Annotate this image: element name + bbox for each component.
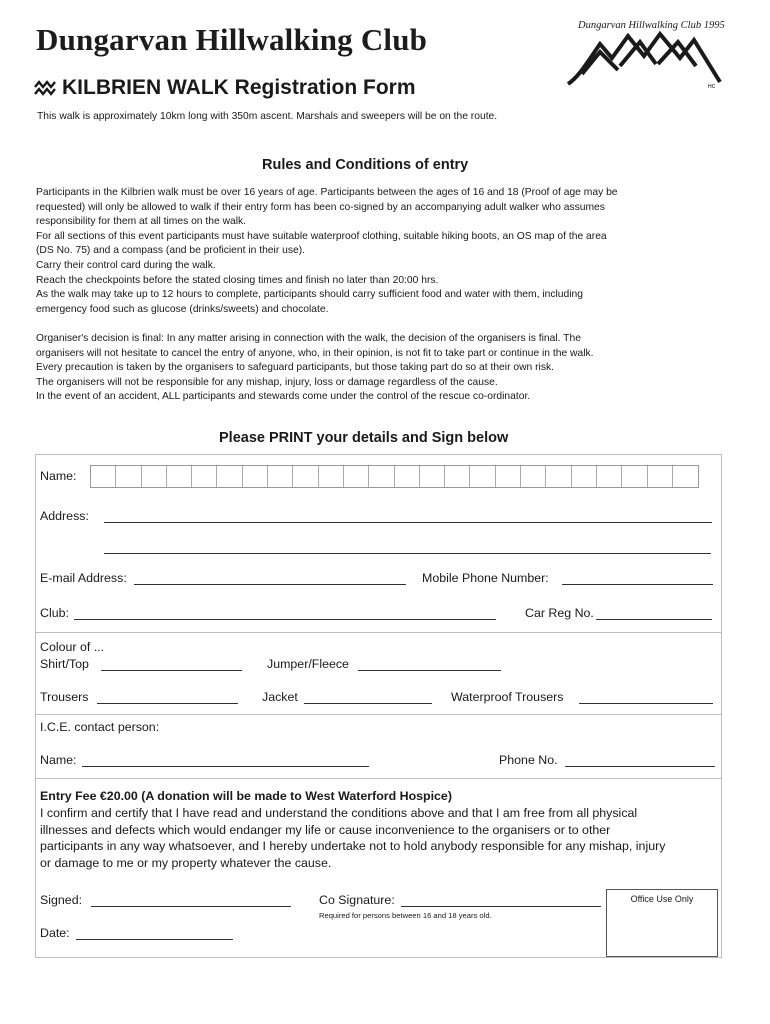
ice-name-label: Name: [40,753,77,767]
rules-line: Participants in the Kilbrien walk must be over 16 years of age. Participants between the ages of 16 and 18 (Proof of age may be [36,187,618,198]
shirt-label: Shirt/Top [40,657,89,671]
print-details-heading: Please PRINT your details and Sign below [219,430,509,446]
ice-label: I.C.E. contact person: [40,720,160,734]
ice-phone-label: Phone No. [499,753,558,767]
intro-text: This walk is approximately 10km long with 350m ascent. Marshals and sweepers will be on the route. [37,111,498,122]
date-field[interactable] [76,939,233,940]
shirt-field[interactable] [101,670,242,671]
address-line-2[interactable] [104,553,711,554]
logo-text: Dungarvan Hillwalking Club 1995 [578,20,725,31]
car-reg-label: Car Reg No. [525,606,594,620]
colour-label: Colour of ... [40,640,105,654]
rules-line: Carry their control card during the walk. [36,259,216,271]
club-label: Club: [40,606,69,620]
club-logo [560,18,728,92]
mobile-field[interactable] [562,584,713,585]
rules-paragraph-2 [36,332,726,405]
declaration-text [40,805,665,871]
form-title [34,76,416,100]
ice-name-field[interactable] [82,766,369,767]
club-field[interactable] [74,619,496,620]
logo-mark: HC [708,84,716,90]
divider [36,632,721,633]
car-reg-field[interactable] [596,619,712,620]
form-title-text: KILBRIEN WALK Registration Form [62,76,416,99]
co-signature-field[interactable] [401,906,601,907]
signature-field[interactable] [91,906,291,907]
mobile-label: Mobile Phone Number: [422,571,549,585]
address-line-1[interactable] [104,522,712,523]
jumper-label: Jumper/Fleece [267,657,349,671]
rules-line: organisers will not hesitate to cancel the entry of anyone, who, in their opinion, is not fit to take part or continue in the walk. [36,347,594,359]
rules-heading: Rules and Conditions of entry [262,157,469,173]
rules-line: Every precaution is taken by the organisers to safeguard participants, but those taking part do so at their own risk. [36,362,554,374]
rules-line: In the event of an accident, ALL participants and stewards come under the control of the rescue co-ordinator. [36,391,531,403]
declaration-line: I confirm and certify that I have read and understand the conditions above and that I am free from all physical [40,806,638,820]
trousers-field[interactable] [97,703,238,704]
divider [36,778,721,779]
rules-line: emergency food such as glucose (drinks/sweets) and chocolate. [36,303,329,315]
address-label: Address: [40,509,89,523]
divider [36,714,721,715]
office-use-box [606,889,718,957]
email-field[interactable] [134,584,406,585]
trousers-label: Trousers [40,690,89,704]
signed-label: Signed: [40,893,83,907]
rules-line: (DS No. 75) and a compass (and be proficient in their use). [36,245,305,257]
co-signature-label: Co Signature: [319,893,395,907]
entry-fee: Entry Fee €20.00 (A donation will be made to West Waterford Hospice) [40,789,452,803]
rules-paragraph-1 [36,186,726,317]
email-label: E-mail Address: [40,571,127,585]
co-signature-note: Required for persons between 16 and 18 years old. [319,911,492,920]
waterproof-trousers-field[interactable] [579,703,713,704]
name-letter-boxes[interactable] [90,465,699,488]
waterproof-trousers-label: Waterproof Trousers [451,690,564,704]
rules-line: Reach the checkpoints before the stated closing times and finish no later than 20:00 hrs. [36,274,439,286]
rules-line: For all sections of this event participants must have suitable waterproof clothing, suitable hiking boots, an OS map of the area [36,230,607,242]
declaration-line: participants in any way whatsoever, and I hereby undertake not to hold anybody responsible for any mishap, injury [40,839,666,854]
jacket-label: Jacket [262,690,298,704]
waves-icon [34,79,56,97]
date-label: Date: [40,926,70,940]
jacket-field[interactable] [304,703,432,704]
rules-line: requested) will only be allowed to walk if their entry form has been co-signed by an accompanying adult walker who assumes [36,201,605,213]
rules-line: As the walk may take up to 12 hours to complete, participants should carry sufficient food and water with them, including [36,289,583,301]
club-title: Dungarvan Hillwalking Club [36,22,428,57]
jumper-field[interactable] [358,670,501,671]
rules-text [36,186,726,420]
ice-phone-field[interactable] [565,766,715,767]
declaration-line: illnesses and defects which would endanger my life or cause inconvenience to the organisers or to other [40,822,611,837]
rules-line: responsibility for them at all times on the walk. [36,216,247,228]
registration-form [35,454,722,958]
office-use-label: Office Use Only [630,894,694,904]
declaration-line: or damage to me or my property whatever the cause. [40,855,332,870]
rules-line: Organiser's decision is final: In any matter arising in connection with the walk, the decision of the organisers is final. The [36,332,581,344]
name-label: Name: [40,469,77,483]
rules-line: The organisers will not be responsible for any mishap, injury, loss or damage regardless of the cause. [36,376,498,388]
